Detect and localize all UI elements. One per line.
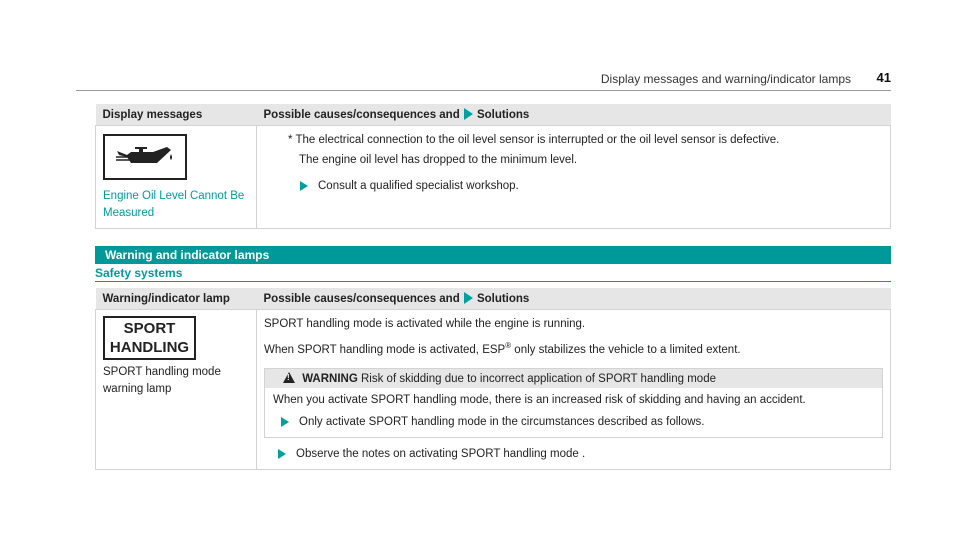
warning-lamp-table: [95, 288, 891, 470]
cause-line-2: The engine oil level has dropped to the minimum level.: [299, 154, 578, 166]
page-header: [76, 70, 891, 91]
column-header-solutions-text: Solutions: [476, 293, 530, 305]
warning-header: [265, 369, 882, 388]
instruction-arrow-icon: [281, 417, 289, 427]
warning-triangle-icon: [283, 372, 295, 383]
message-cell: [96, 126, 257, 229]
solution-line: [264, 178, 883, 195]
display-messages-table: [95, 104, 891, 229]
sport-handling-icon: [103, 316, 196, 360]
warning-text: When you activate SPORT handling mode, there is an increased risk of skidding and having an accident.: [273, 393, 806, 406]
arrow-right-icon: [464, 292, 473, 304]
warning-body: [265, 388, 882, 437]
warning-instruction: [273, 414, 874, 431]
warning-label: WARNING: [302, 372, 358, 385]
lamp-cause-line-2-start: When SPORT handling mode is activated, ESP: [264, 343, 506, 356]
display-message-text: Engine Oil Level Cannot Be Measured: [103, 190, 245, 219]
lamp-cell: [96, 310, 257, 470]
table-row: [96, 126, 891, 229]
column-header-causes: [257, 288, 891, 310]
solution-text: Consult a qualified specialist workshop.: [318, 180, 519, 192]
lamp-causes-cell: [257, 310, 891, 470]
oil-level-icon: [103, 134, 187, 180]
arrow-right-icon: [464, 108, 473, 120]
lamp-cause-line-2: [264, 337, 883, 359]
column-header-causes-text: Possible causes/consequences and: [263, 293, 460, 305]
table-row: [96, 310, 891, 470]
page-number: 41: [876, 70, 891, 85]
lamp-text-line-1: SPORT: [123, 320, 176, 337]
section-title: Warning and indicator lamps: [95, 246, 891, 264]
warning-instruction-text: Only activate SPORT handling mode in the circumstances described as follows.: [299, 415, 705, 428]
lamp-cause-line-1: SPORT handling mode is activated while the engine is running.: [264, 318, 586, 330]
column-header-warning-lamp: Warning/indicator lamp: [96, 288, 257, 310]
cause-bullet: *: [288, 134, 293, 146]
column-header-causes-text: Possible causes/consequences and: [263, 109, 460, 121]
instruction-arrow-icon: [300, 181, 308, 191]
warning-title: Risk of skidding due to incorrect application of SPORT handling mode: [361, 372, 716, 385]
cause-line-1: [264, 132, 883, 149]
warning-box: [264, 368, 883, 438]
table-header-row: [96, 104, 891, 126]
lamp-cause-line-2-end: only stabilizes the vehicle to a limited extent.: [511, 343, 741, 356]
header-title: Display messages and warning/indicator lamps: [600, 72, 851, 86]
column-header-causes: [257, 104, 891, 126]
column-header-display-messages: Display messages: [96, 104, 257, 126]
instruction-arrow-icon: [278, 449, 286, 459]
cause-text-1: The electrical connection to the oil level sensor is interrupted or the oil level sensor is defective.: [295, 134, 780, 146]
final-instruction-text: Observe the notes on activating SPORT handling mode .: [296, 447, 586, 460]
lamp-caption-2: warning lamp: [103, 383, 172, 395]
table-header-row: [96, 288, 891, 310]
lamp-caption-1: SPORT handling mode: [103, 366, 221, 378]
registered-mark: ®: [505, 341, 512, 350]
causes-cell: [257, 126, 891, 229]
oil-can-icon: [113, 143, 177, 171]
column-header-solutions-text: Solutions: [476, 109, 530, 121]
final-instruction: [264, 446, 883, 463]
subsection-title: Safety systems: [95, 266, 891, 282]
lamp-text-line-2: HANDLING: [109, 339, 190, 356]
